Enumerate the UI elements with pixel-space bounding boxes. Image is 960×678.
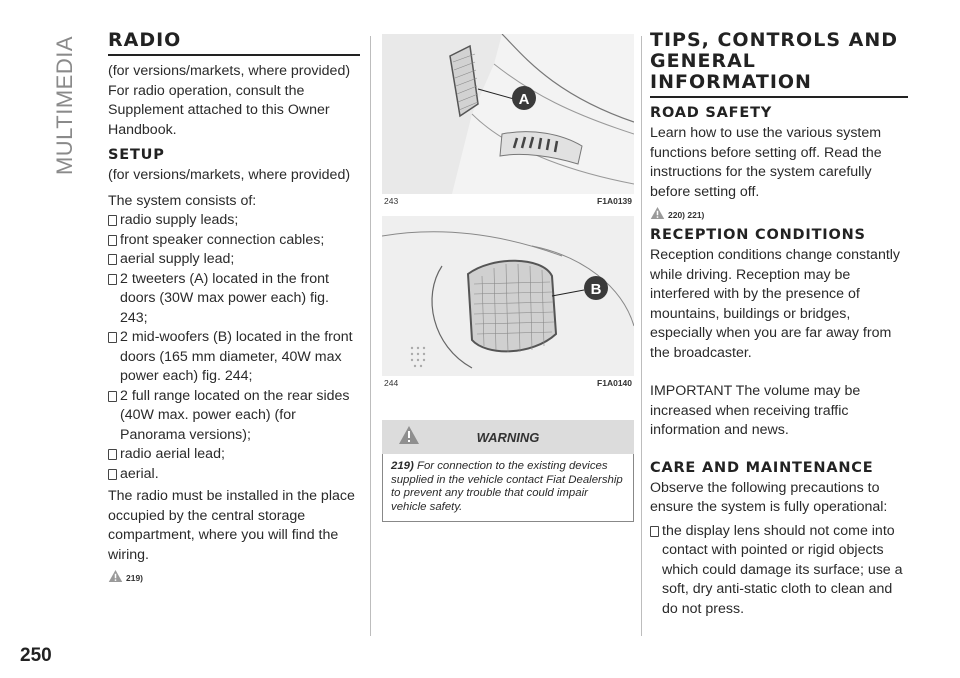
list-item — [108, 211, 360, 231]
figure-callout-a: A — [518, 91, 530, 108]
list-item-text: front speaker connection cables; — [120, 231, 325, 248]
bullet-icon — [650, 526, 659, 537]
tweeter-illustration — [382, 34, 634, 194]
list-item — [108, 445, 360, 465]
heading-setup: SETUP — [108, 147, 165, 163]
warning-header — [382, 420, 634, 454]
section-side-label: MULTIMEDIA — [52, 36, 77, 176]
paragraph: IMPORTANT The volume may be increased when receiving traffic information and news. — [650, 383, 861, 438]
heading-road-safety: ROAD SAFETY — [650, 105, 773, 121]
figure-caption — [382, 376, 634, 392]
list-item — [108, 465, 360, 485]
warning-box — [382, 420, 634, 522]
warning-reference-number: 219) — [126, 573, 144, 583]
warning-body — [382, 454, 634, 522]
figure-243-tweeter — [382, 34, 634, 194]
list-item — [108, 387, 360, 446]
bullet-icon — [108, 274, 117, 285]
warning-title: WARNING — [476, 429, 540, 445]
figure-code: F1A0140 — [597, 378, 632, 388]
bullet-icon — [108, 235, 117, 246]
section-title-radio: RADIO — [108, 29, 182, 51]
radio-title-block — [108, 30, 360, 56]
list-item-text: 2 mid-woofers (B) located in the front doors (165 mm diameter, 40W max power each) fig. 244; — [120, 329, 353, 384]
figure-244-midwoofer — [382, 216, 634, 376]
warning-text: For connection to the existing devices supplied in the vehicle contact Fiat Dealership to prevent any trouble that could impair vehicle safety. — [391, 460, 623, 513]
component-list — [108, 211, 360, 484]
list-item-text: 2 full range located on the rear sides (40W max. power each) (for Panorama versions); — [120, 387, 350, 443]
figure-number: 244 — [384, 378, 399, 388]
warning-reference-number: 220) 221) — [668, 210, 705, 220]
bullet-icon — [108, 391, 117, 402]
figure-caption — [382, 194, 634, 210]
bullet-icon — [108, 215, 117, 226]
warning-triangle-icon — [108, 569, 123, 583]
section-title-tips: TIPS, CONTROLS AND GENERAL INFORMATION — [650, 29, 898, 93]
bullet-icon — [108, 332, 117, 343]
warning-reference[interactable] — [650, 206, 908, 220]
list-item-text: radio supply leads; — [120, 212, 239, 228]
paragraph: The radio must be installed in the place occupied by the central storage compartment, where you will find the wiring. — [108, 488, 355, 563]
column-tips — [650, 30, 908, 619]
paragraph: For radio operation, consult the Supplement attached to this Owner Handbook. — [108, 82, 330, 138]
warning-number: 219) — [391, 460, 414, 472]
warning-reference[interactable] — [108, 569, 360, 583]
column-figures — [382, 34, 634, 522]
column-divider — [641, 36, 642, 636]
list-item-text: aerial. — [120, 465, 159, 482]
paragraph: (for versions/markets, where provided) — [108, 167, 351, 183]
warning-triangle-icon — [650, 206, 665, 220]
paragraph: The system consists of: — [108, 192, 257, 209]
page-number: 250 — [20, 645, 52, 666]
column-radio — [108, 30, 360, 583]
list-item-text: radio aerial lead; — [120, 446, 225, 462]
list-item — [650, 522, 908, 620]
paragraph: (for versions/markets, where provided) — [108, 63, 351, 79]
bullet-icon — [108, 254, 117, 265]
tips-title-block — [650, 30, 908, 98]
midwoofer-illustration — [382, 216, 634, 376]
list-item — [108, 250, 360, 270]
list-item-text: 2 tweeters (A) located in the front doors (30W max power each) fig. 243; — [120, 270, 329, 326]
paragraph: Observe the following precautions to ensure the system is fully operational: — [650, 479, 888, 515]
bullet-icon — [108, 469, 117, 480]
paragraph: Learn how to use the various system functions before setting off. Read the instructions for the system carefully before setting off. — [650, 125, 882, 200]
column-divider — [370, 36, 371, 636]
paragraph: Reception conditions change constantly while driving. Reception may be interfered with by the presence of mountains, buildings or bridges, especially when you are far away from the broadcaster. — [650, 247, 901, 361]
bullet-icon — [108, 449, 117, 460]
heading-care: CARE AND MAINTENANCE — [650, 459, 874, 476]
figure-number: 243 — [384, 196, 399, 206]
heading-reception: RECEPTION CONDITIONS — [650, 227, 866, 243]
warning-triangle-icon — [398, 425, 420, 445]
list-item — [108, 270, 360, 329]
figure-code: F1A0139 — [597, 196, 632, 206]
list-item-text: aerial supply lead; — [120, 251, 235, 267]
list-item — [108, 231, 360, 251]
list-item — [108, 328, 360, 387]
figure-callout-b: B — [590, 281, 602, 298]
list-item-text: the display lens should not come into contact with pointed or rigid objects which could damage its surface; use a soft, dry anti-static cloth to clean and do not press. — [662, 522, 903, 617]
